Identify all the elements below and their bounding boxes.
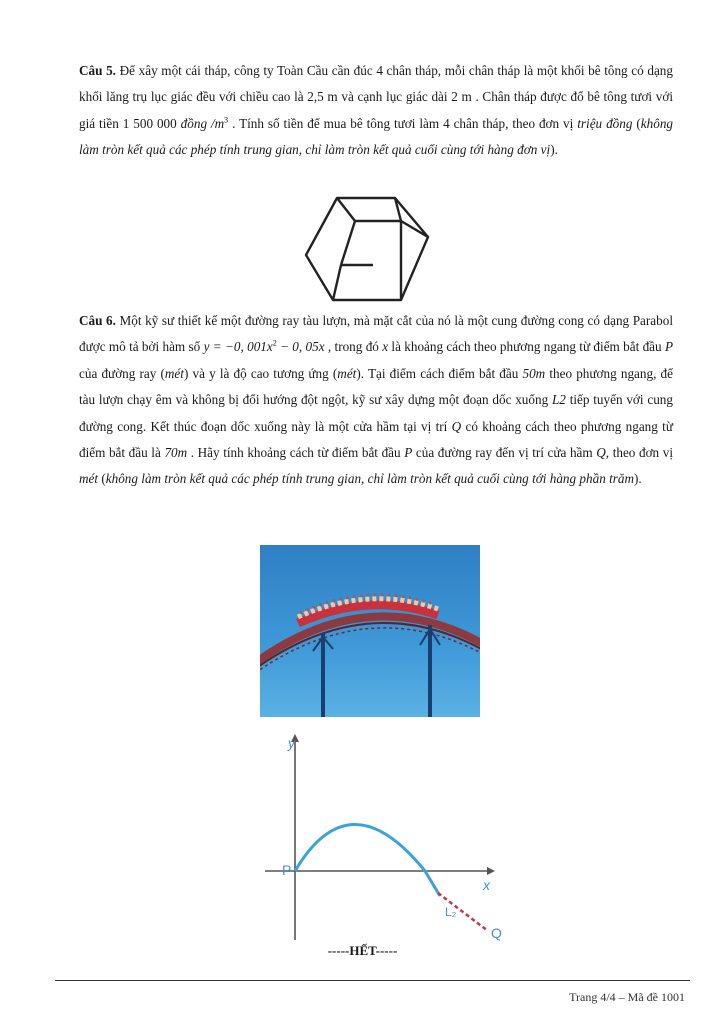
q6-text-8: tiếp tuyến với cung đường cong. Kết thúc đoạn dốc xuống này là một cửa hầm tại vị trí (79, 392, 673, 434)
q5-text-4: ). (550, 142, 558, 158)
roller-coaster-photo (260, 545, 480, 717)
q6-text-13: ( (98, 471, 106, 487)
hexagonal-prism-figure (303, 195, 433, 303)
q6-formula-b: − 0, 05x (276, 339, 325, 355)
q5-unit-exponent: 3 (224, 115, 229, 125)
x-axis-label: x (483, 877, 490, 893)
prism-outline (306, 198, 428, 300)
prism-top-face (337, 198, 401, 221)
q6-var-x: x (382, 339, 389, 355)
l2-label: L₂ (445, 905, 457, 919)
q5-unit: đồng /m (180, 115, 225, 131)
q6-text-14: ). (634, 471, 642, 487)
q5-unit-name: triệu đồng (577, 115, 633, 131)
q5-text: Để xây một cái tháp, công ty Toàn Cầu cần đúc 4 chân tháp, mỗi chân tháp là một khối bê tông có dạng khối lăng trụ lục giác đều với chiều cao là 2,5 m và cạnh lục giác dài 2 m . Chân tháp được đổ bê tông tươi với giá tiền 1 500 000 (79, 63, 673, 131)
question-5-label: Câu 5. (79, 63, 116, 78)
point-p-label: P (282, 862, 292, 878)
q6-var-q2: Q (596, 445, 606, 461)
q6-text-10: . Hãy tính khoảng cách từ điểm bắt đầu (187, 445, 405, 461)
q6-text-12: , theo đơn vị (605, 445, 674, 461)
q6-text-6: ). Tại điểm cách điểm bắt đầu (356, 365, 523, 381)
prism-top-edge (401, 221, 428, 237)
q6-text-3: là khoảng cách theo phương ngang từ điểm bắt đầu (388, 339, 665, 355)
q6-text-11: của đường ray đến vị trí cửa hầm (412, 445, 597, 461)
footer-divider (55, 980, 690, 981)
q6-var-p2: P (404, 445, 413, 461)
parabola-graph (255, 728, 515, 943)
prism-edge-bottom-left (333, 265, 341, 300)
y-axis-label: y (288, 735, 295, 751)
q5-text-2: . Tính số tiền để mua bê tông tươi làm 4 chân tháp, theo đơn vị (228, 115, 578, 131)
q6-var-q: Q (451, 418, 462, 434)
q6-unit-2: mét (337, 365, 357, 381)
q6-var-p: P (664, 339, 673, 355)
q6-note: không làm tròn kết quả các phép tính trung gian, chỉ làm tròn kết quả cuối cùng tới hàng phần trăm (105, 471, 634, 487)
q5-note: không làm tròn kết quả các phép tính trung gian, chỉ làm tròn kết quả cuối cùng tới hàng đơn vị (79, 115, 674, 158)
end-mark: -----HẾT----- (327, 943, 398, 958)
question-5 (79, 58, 673, 164)
q5-text-3: ( (632, 115, 641, 131)
q6-text-4: của đường ray ( (79, 365, 165, 381)
q6-var-l2: L2 (551, 392, 566, 408)
question-6-label: Câu 6. (79, 313, 116, 328)
prism-edge-left (341, 221, 355, 265)
question-6 (79, 308, 673, 493)
q6-dist-50: 50m (522, 365, 546, 381)
parabola-curve (295, 825, 425, 872)
page-footer: Trang 4/4 – Mã đề 1001 (569, 990, 685, 1004)
q6-dist-70: 70m (164, 445, 188, 461)
point-q-label: Q (491, 925, 502, 941)
q6-text-9: có khoảng cách theo phương ngang từ điểm bắt đầu là (79, 418, 673, 461)
q6-unit-1: mét (164, 365, 184, 381)
q6-formula-a: y = −0, 001x (203, 339, 273, 355)
q6-text-7: theo phương ngang, để tàu lượn chạy êm và không bị đổi hướng đột ngột, kỹ sư xây dựng một đoạn dốc xuống (79, 365, 673, 408)
q6-text-1: Một kỹ sư thiết kế một đường ray tàu lượn, mà mặt cắt của nó là một cung đường cong có dạng Parabol được mô tả bởi hàm số (79, 313, 674, 355)
q6-text-5: ) và y là độ cao tương ứng ( (183, 365, 338, 381)
curve-tail (425, 871, 440, 896)
q6-formula-exponent: 2 (272, 339, 277, 349)
q6-text-2: , trong đó (324, 339, 383, 355)
q6-unit-3: mét (79, 471, 99, 487)
